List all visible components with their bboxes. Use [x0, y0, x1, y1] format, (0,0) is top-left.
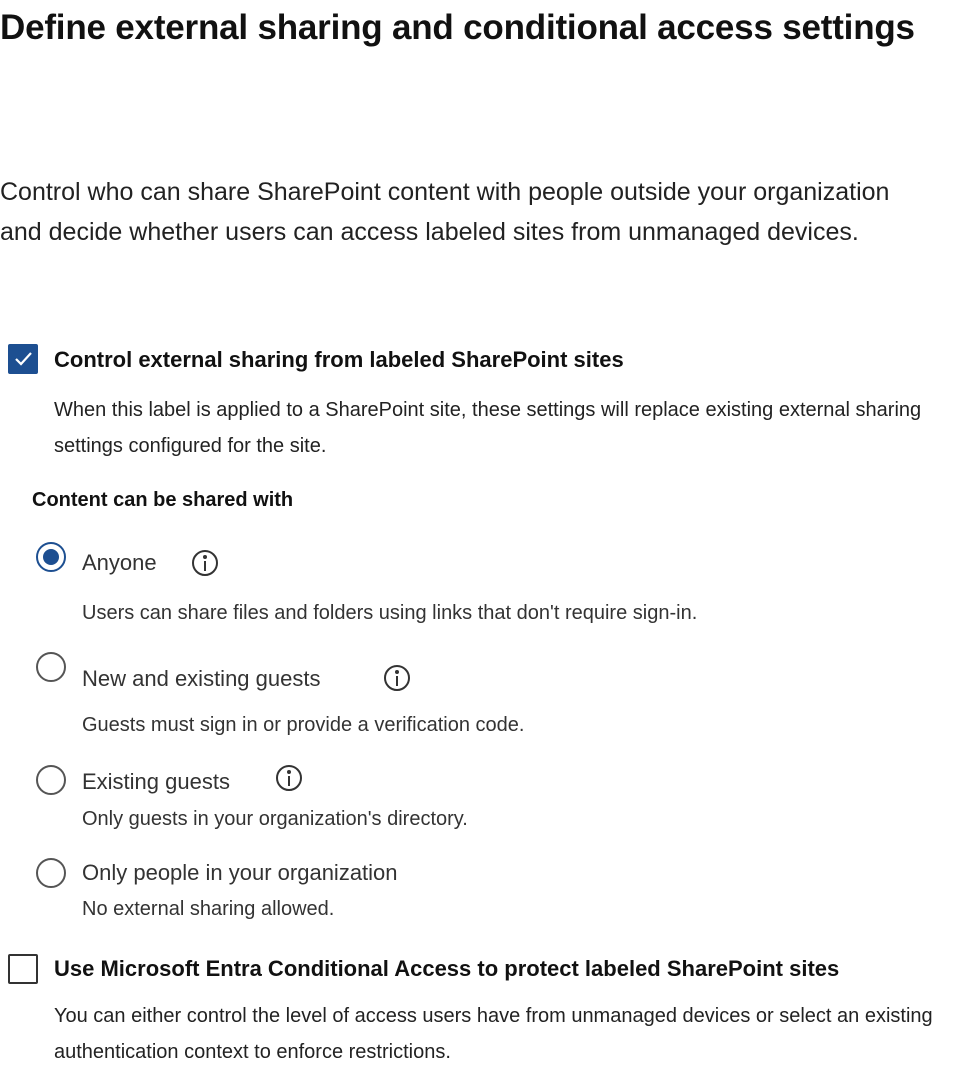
radio-option-new-and-existing-guests[interactable]: [36, 652, 936, 742]
radio-button-existing-guests[interactable]: [36, 765, 66, 795]
info-icon[interactable]: [276, 765, 302, 791]
external-sharing-description: When this label is applied to a SharePoint site, these settings will replace existing external sharing settings configured for the site.: [54, 399, 922, 457]
radio-button-new-and-existing-guests[interactable]: [36, 652, 66, 682]
conditional-access-checkbox[interactable]: [8, 954, 38, 984]
radio-option-anyone[interactable]: [36, 542, 936, 632]
radio-option-only-people-in-organization[interactable]: [36, 858, 936, 928]
radio-description-anyone: Users can share files and folders using links that don't require sign-in.: [82, 602, 698, 624]
page-title: Define external sharing and conditional access settings: [0, 8, 915, 47]
page-intro: Control who can share SharePoint content with people outside your organization and decide whether users can access labeled sites from unmanaged devices.: [0, 178, 890, 246]
radio-label-existing-guests: Existing guests: [82, 769, 230, 794]
radio-description-only-people-in-organization: No external sharing allowed.: [82, 898, 335, 920]
radio-description-new-and-existing-guests: Guests must sign in or provide a verification code.: [82, 714, 525, 736]
info-icon[interactable]: [192, 550, 218, 576]
content-shared-heading: Content can be shared with: [32, 489, 294, 511]
conditional-access-description: You can either control the level of access users have from unmanaged devices or select an existing authentication context to enforce restrictions.: [54, 1005, 933, 1063]
radio-description-existing-guests: Only guests in your organization's directory.: [82, 808, 468, 830]
radio-label-new-and-existing-guests: New and existing guests: [82, 666, 321, 691]
radio-button-only-people-in-organization[interactable]: [36, 858, 66, 888]
checkmark-icon: [14, 351, 33, 367]
external-sharing-checkbox-label[interactable]: Control external sharing from labeled SharePoint sites: [54, 347, 624, 372]
external-sharing-checkbox[interactable]: [8, 344, 38, 374]
radio-label-only-people-in-organization: Only people in your organization: [82, 860, 398, 885]
radio-button-anyone[interactable]: [36, 542, 66, 572]
radio-label-anyone: Anyone: [82, 550, 157, 575]
info-icon[interactable]: [384, 665, 410, 691]
radio-option-existing-guests[interactable]: [36, 765, 936, 845]
conditional-access-checkbox-label[interactable]: Use Microsoft Entra Conditional Access to protect labeled SharePoint sites: [54, 956, 840, 981]
